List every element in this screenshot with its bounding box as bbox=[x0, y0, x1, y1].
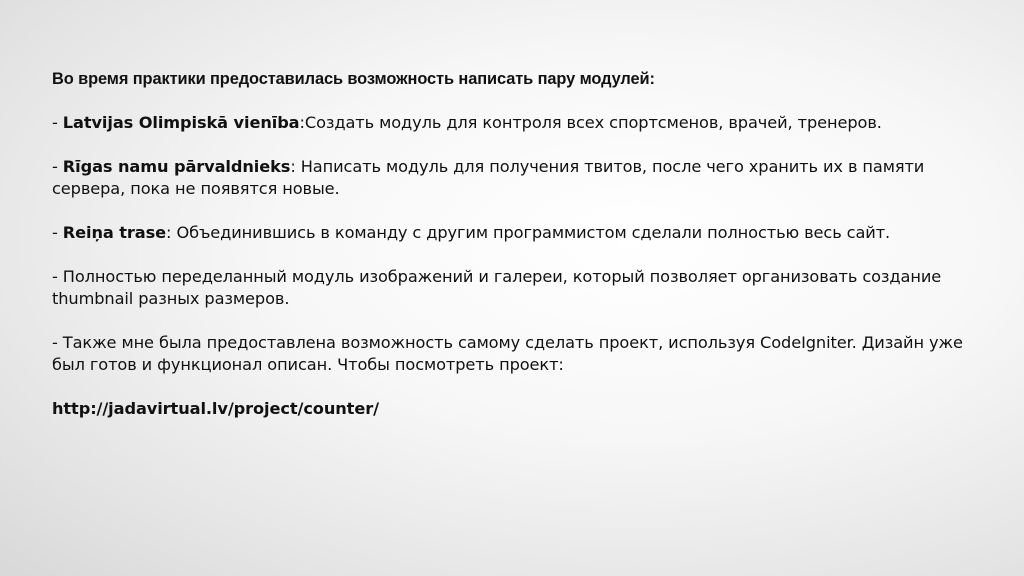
item-description: - Полностью переделанный модуль изображений и галереи, который позволяет организовать создание thumbnail разных размеров. bbox=[52, 267, 942, 308]
list-item-gallery bbox=[52, 266, 972, 310]
item-description: Объединившись в команду с другим программистом сделали полностью весь сайт. bbox=[176, 223, 891, 242]
item-project-name: Reiņa trase bbox=[62, 223, 167, 242]
list-item-olympic bbox=[52, 112, 972, 134]
item-project-name: Latvijas Olimpiskā vienība bbox=[62, 113, 300, 132]
list-item-reina bbox=[52, 222, 972, 244]
item-prefix: - bbox=[52, 113, 63, 132]
item-prefix: - bbox=[52, 157, 63, 176]
item-description: Создать модуль для контроля всех спортсменов, врачей, тренеров. bbox=[304, 113, 882, 132]
item-separator: : bbox=[166, 223, 177, 242]
item-description: - Также мне была предоставлена возможность самому сделать проект, используя CodeIgniter. Дизайн уже был готов и функционал описан. Чтобы посмотреть проект: bbox=[52, 333, 963, 374]
list-item-codeigniter bbox=[52, 332, 972, 376]
item-prefix: - bbox=[52, 223, 63, 242]
slide-heading: Во время практики предоставилась возможность написать пару модулей: bbox=[52, 70, 655, 88]
item-description: Написать модуль для получения твитов, после чего хранить их в памяти сервера, пока не появятся новые. bbox=[52, 157, 925, 198]
item-project-name: Rīgas namu pārvaldnieks bbox=[62, 157, 291, 176]
list-item-riga bbox=[52, 156, 972, 200]
item-separator: : bbox=[290, 157, 301, 176]
slide-content bbox=[52, 68, 972, 420]
item-separator: : bbox=[299, 113, 305, 132]
project-link: http://jadavirtual.lv/project/counter/ bbox=[52, 399, 379, 418]
